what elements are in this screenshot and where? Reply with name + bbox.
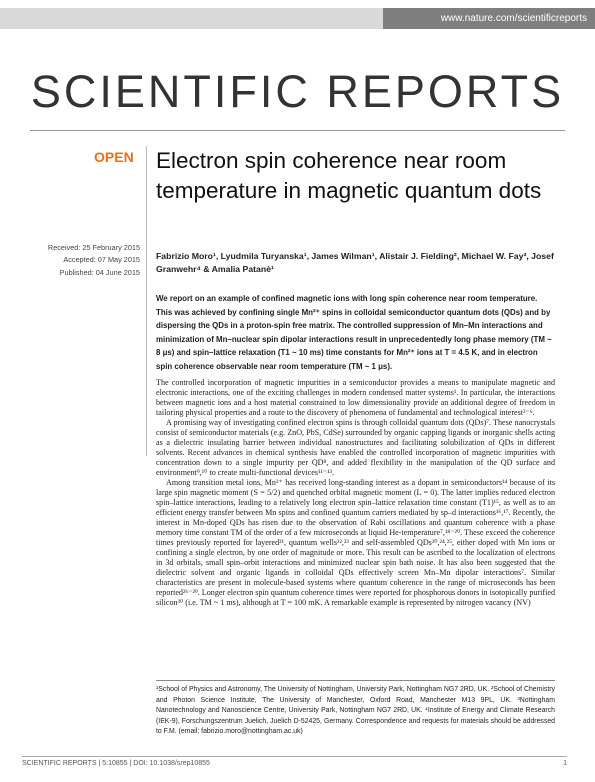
article-dates [20,242,140,279]
article-title: Electron spin coherence near room temperature in magnetic quantum dots [156,148,542,203]
header-divider [30,130,565,131]
body-paragraph: The controlled incorporation of magnetic impurities in a semiconductor provides a means to manipulate magnetic and electronic interactions, one of the exciting challenges in modern condensed matter systems¹. In particular, the interactions between magnetic ions and a host material constrained to low dimensionality provide an additional degree of freedom in tailoring physical properties and a route to the discovery of phenomena of fundamental and technological interest²⁻⁶. [156,378,555,417]
article-body [156,378,555,608]
footer-divider [22,756,567,757]
footnote-divider [156,680,555,681]
open-access-label: OPEN [94,149,134,165]
journal-url[interactable]: www.nature.com/scientificreports [383,8,595,29]
author-list: Fabrizio Moro¹, Lyudmila Turyanska¹, James Wilman¹, Alistair J. Fielding², Michael W. Fay³, Josef Granwehr⁴ & Amalia Patanè¹ [156,251,554,274]
footer-citation: SCIENTIFIC REPORTS | 5:10855 | DOI: 10.1038/srep10855 [22,760,210,767]
received-date: Received: 25 February 2015 [47,243,140,252]
body-paragraph: Among transition metal ions, Mn²⁺ has received long-standing interest as a dopant in semiconductors¹⁴ because of its large spin magnetic moment (S = 5/2) and quenched orbital magnetic moment (L = 0). The latter implies reduced electron spin–lattice interactions, leading to a relatively long electron spin–lattice relaxation time constant (T1)¹⁵, as well as to an efficient energy transfer between Mn spins and confined quantum carriers mediated by sp–d interactions¹⁶,¹⁷. Recently, the interest in Mn-doped QDs has risen due to the observation of Rabi oscillations and quantum coherence with a phase memory time constant TM of the order of a few microseconds at liquid He-temperature⁷,¹⁸⁻²⁰. These exceed the coherence times previously reported for layered²¹, quantum wells²²,²³ and self-assembled QDs²⁰,²⁴,²⁵, either doped with Mn ions or confining a single electron, by one order of magnitude or more. This result can be ascribed to the localization of electrons in 3d orbitals, small spin–orbit interactions and minimized nuclear spin bath noise. It has also been suggested that the dielectric solvent and organic ligands in colloidal QDs effectively screen Mn–Mn dipolar interactions⁷. Similar characteristics are present in molecule-based systems where quantum coherence in the range of microseconds has been reported²⁶⁻²⁹. Longer electron spin quantum coherence times were reported for phosphorous donors in isotopically purified silicon³⁰ (i.e. TM ~ 1 ms), although at T = 100 mK. A remarkable example is represented by nitrogen vacancy (NV) [156,478,555,607]
abstract: We report on an example of confined magnetic ions with long spin coherence near room temperature. This was achieved by confining single Mn²⁺ spins in colloidal semiconductor quantum dots (QDs) and by dispersing the QDs in a proton-spin free matrix. The controlled suppression of Mn–Mn interactions and minimization of Mn–nuclear spin dipolar interactions result in unprecedentedly long phase memory (TM ~ 8 μs) and spin–lattice relaxation (T1 ~ 10 ms) time constants for Mn²⁺ ions at T = 4.5 K, and in electron spin coherence observable near room temperature (TM ~ 1 μs). [156,294,552,371]
body-paragraph: A promising way of investigating confined electron spins is through colloidal quantum dots (QDs)⁷. These nanocrystals consist of semiconductor materials (e.g. ZnO, PbS, CdSe) surrounded by organic capping ligands or inorganic shells acting as a dielectric insulating barrier between individual nanostructures and facilitating solubilization of QDs in different solvents. Recent advances in chemical synthesis have enabled the controlled incorporation of magnetic impurities with concentration down to a single impurity per QD⁸, and added flexibility in the manipulation of the QD surface and environment⁹,¹⁰ to create multi-functional devices¹¹⁻¹³. [156,418,555,477]
column-divider [146,146,147,456]
published-date: Published: 04 June 2015 [59,267,140,277]
top-bar [0,0,595,30]
accepted-date: Accepted: 07 May 2015 [63,255,140,265]
page-number: 1 [563,760,567,767]
affiliations-footnote: ¹School of Physics and Astronomy, The University of Nottingham, University Park, Nottingham NG7 2RD, UK. ²School of Chemistry and Photon Science Institute, The University of Manchester, Oxford Road, Manchester M13 9PL, UK. ³Nottingham Nanotechnology and Nanoscience Centre, University Park, Nottingham NG7 2RD, UK. ⁴Institute of Energy and Climate Research (IEK-9), Forschungszentrum Juelich, Juelich D-52425, Germany. Correspondence and requests for materials should be addressed to F.M. (email: fabrizio.moro@nottingham.ac.uk) [156,686,555,736]
journal-title: SCIENTIFIC REPORTS [30,66,565,117]
top-bar-gray [0,8,383,29]
